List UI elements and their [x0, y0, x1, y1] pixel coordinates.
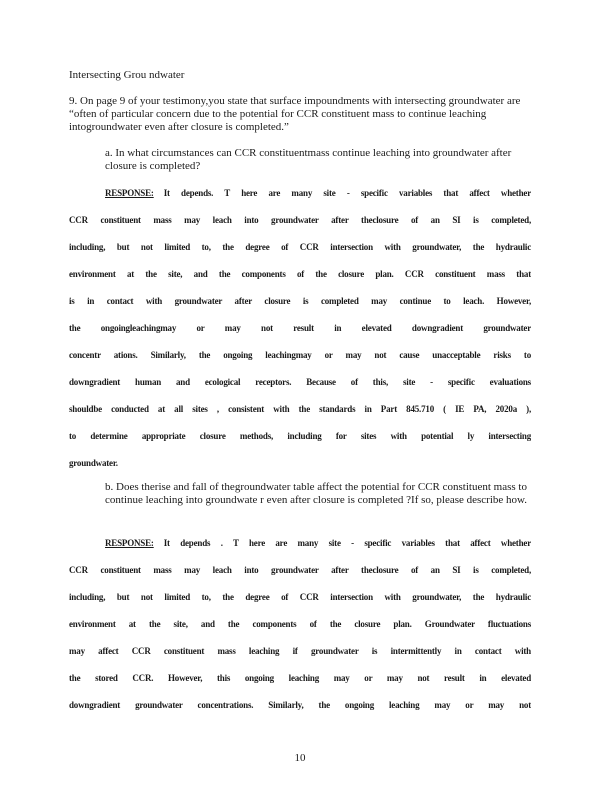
response-line: downgradient groundwater concentrations. Similarly, the ongoing leaching may or may not	[69, 700, 531, 710]
question-9b: b. Does therise and fall of thegroundwater table affect the potential for CCR constituent mass to continue leaching into groundwate r even after closure is completed ?If so, please describe how.	[105, 481, 528, 506]
response-line: the stored CCR. However, this ongoing leaching may or may not result in elevated	[69, 673, 531, 683]
response-line: concentr ations. Similarly, the ongoing leachingmay or may not cause unacceptable risks to	[69, 350, 531, 360]
response-line: CCR constituent mass may leach into groundwater after theclosure of an SI is completed,	[69, 215, 531, 225]
page-number: 10	[294, 752, 306, 764]
response-line: groundwater.	[69, 458, 118, 468]
response-line: downgradient human and ecological receptors. Because of this, site - specific evaluations	[69, 377, 531, 387]
response-label: RESPONSE:	[105, 188, 154, 198]
response-line: CCR constituent mass may leach into groundwater after theclosure of an SI is completed,	[69, 565, 531, 575]
response-line: including, but not limited to, the degree of CCR intersection with groundwater, the hydraulic	[69, 242, 531, 252]
response-line: the ongoingleachingmay or may not result in elevated downgradient groundwater	[69, 323, 531, 333]
response-line: RESPONSE: It depends . T here are many site - specific variables that affect whether	[105, 538, 531, 548]
response-line: environment at the site, and the components of the closure plan. Groundwater fluctuations	[69, 619, 531, 629]
question-9: 9. On page 9 of your testimony,you state that surface impoundments with intersecting groundwater are “often of particular concern due to the potential for CCR constituent mass to continue leaching intogroundwater even after closure is completed.”	[69, 95, 521, 133]
section-heading: Intersecting Grou ndwater	[69, 69, 185, 81]
response-line: including, but not limited to, the degree of CCR intersection with groundwater, the hydraulic	[69, 592, 531, 602]
response-line: RESPONSE: It depends. T here are many site - specific variables that affect whether	[105, 188, 531, 198]
response-line: shouldbe conducted at all sites , consistent with the standards in Part 845.710 ( IE PA, 2020a ),	[69, 404, 531, 414]
response-9a	[69, 186, 531, 483]
response-line: to determine appropriate closure methods, including for sites with potential ly intersecting	[69, 431, 531, 441]
question-9a: a. In what circumstances can CCR constituentmass continue leaching into groundwater after closure is completed?	[105, 147, 512, 172]
response-label: RESPONSE:	[105, 538, 154, 548]
response-9b	[69, 536, 531, 725]
response-line: is in contact with groundwater after closure is completed may continue to leach. However,	[69, 296, 531, 306]
response-line: environment at the site, and the components of the closure plan. CCR constituent mass that	[69, 269, 531, 279]
response-line: may affect CCR constituent mass leaching if groundwater is intermittently in contact with	[69, 646, 531, 656]
